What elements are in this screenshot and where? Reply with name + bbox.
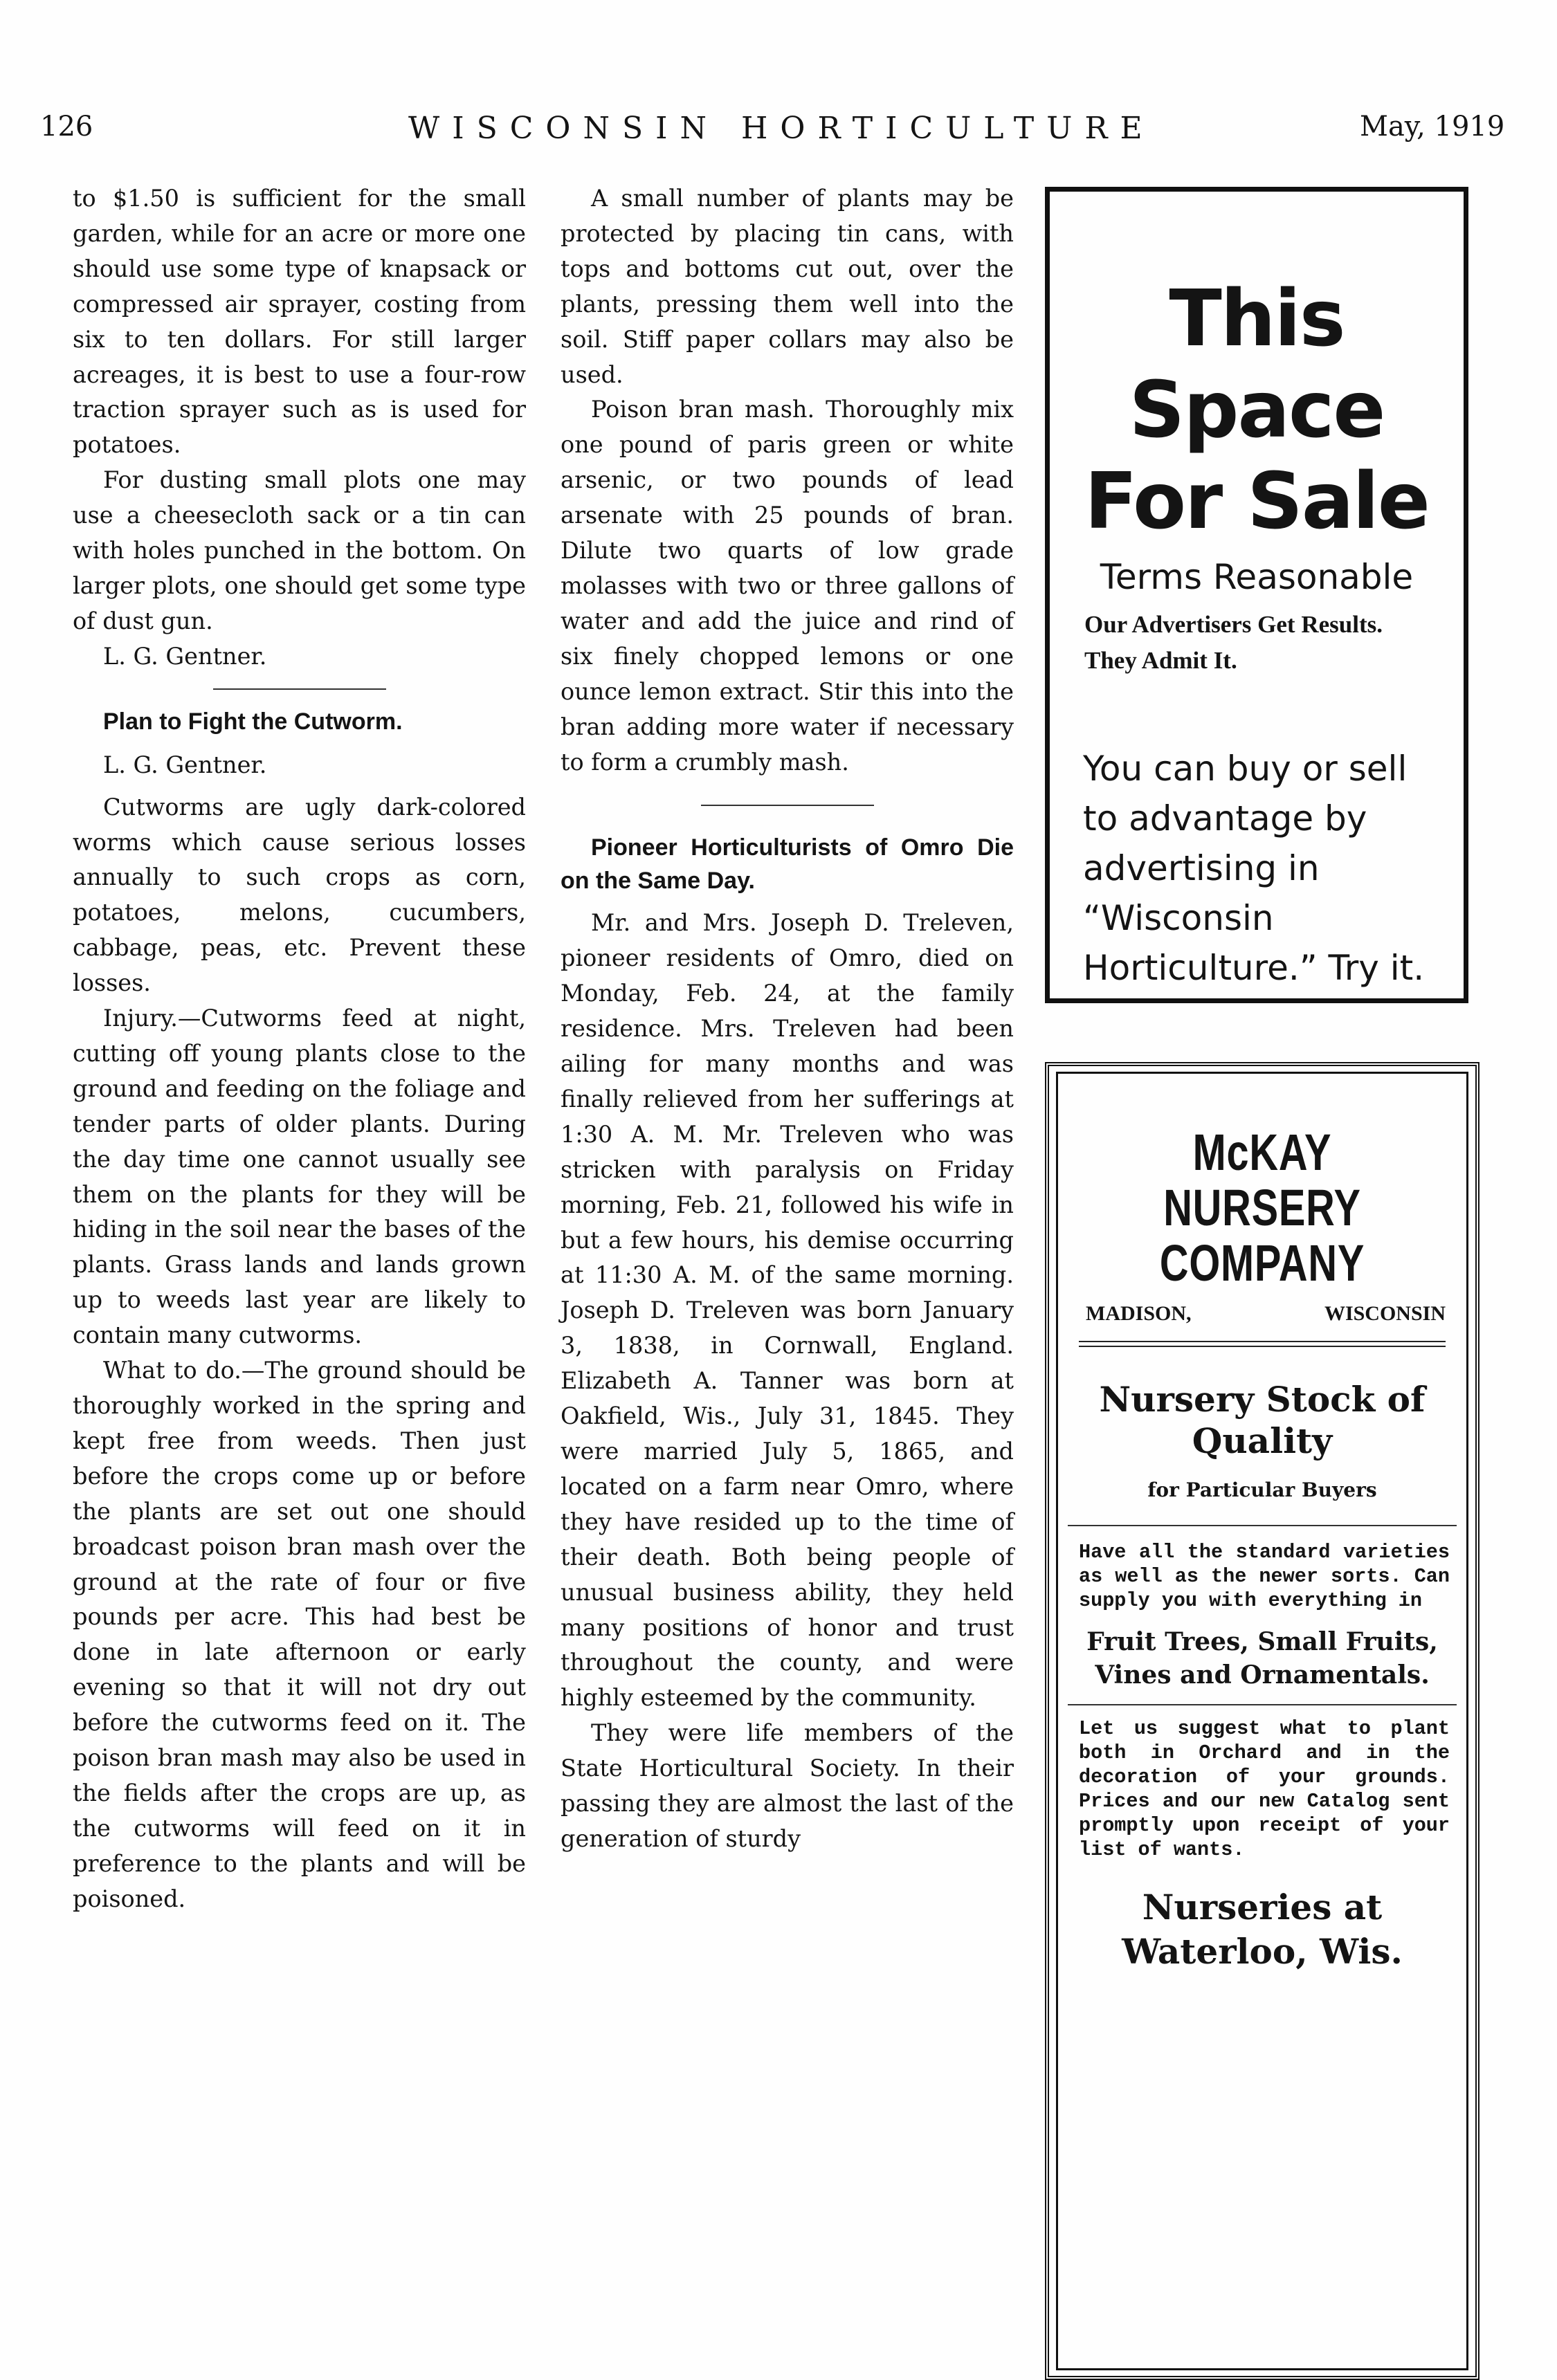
- column-middle: [561, 181, 1014, 1857]
- paragraph: A small number of plants may be protected by placing tin cans, with tops and bottoms cut out, over the plants, pressing them well into the soil. Stiff paper collars may also be used.: [561, 185, 1014, 388]
- paragraph: For dusting small plots one may use a cheesecloth sack or a tin can with holes punched in the bottom. On larger plots, one should get some type of dust gun.: [73, 466, 526, 634]
- divider: [1068, 1704, 1457, 1705]
- nurseries-location: [1058, 1885, 1466, 1974]
- company-name-line: COMPANY: [1159, 1234, 1365, 1292]
- space-for-sale-ad: [1045, 187, 1468, 1003]
- ad-inner-frame: [1056, 1072, 1468, 2370]
- city: MADISON,: [1086, 1302, 1192, 1325]
- paragraph: Cutworms are ugly dark-colored worms which cause serious losses annually to such crops as corn, potatoes, melons, cucumbers, cabbage, peas, etc. Prevent these losses.: [73, 793, 526, 997]
- paragraph: Injury.—Cutworms feed at night, cutting off young plants close to the ground and feeding on the foliage and tender parts of older plants. During the day time one cannot usually see them on the plants for they will be hiding in the soil near the bases of the plants. Grass lands and lands grown up to weeds last year are likely to contain many cutworms.: [73, 1005, 526, 1349]
- running-header: [0, 111, 1557, 152]
- byline: L. G. Gentner.: [103, 751, 267, 778]
- for-buyers: for Particular Buyers: [1147, 1479, 1377, 1501]
- column-left: [73, 181, 526, 1917]
- state: WISCONSIN: [1324, 1302, 1446, 1325]
- issue-date: May, 1919: [1360, 111, 1505, 143]
- ad-headline-line: For Sale: [1084, 457, 1429, 547]
- ad-text: Have all the standard varieties as well as the newer sorts. Can supply you with everything in: [1079, 1541, 1450, 1612]
- journal-title: WISCONSIN HORTICULTURE: [408, 111, 1155, 146]
- double-divider: [1079, 1341, 1446, 1347]
- company-name-line: McKAY NURSERY: [1163, 1124, 1361, 1236]
- paragraph: What to do.—The ground should be thoroughly worked in the spring and kept free from weeds. Then just before the crops come up or before the plants are set out one should broadcast poison bran mash over the ground at the rate of four or five pounds per acre. This had best be done in late afternoon or early evening so that it will not dry out before the cutworms feed on it. The poison bran mash may also be used in the fields after the crops are up, as the cutworms will feed on it in preference to the plants and will be poisoned.: [73, 1357, 526, 1912]
- paragraph: Mr. and Mrs. Joseph D. Treleven, pioneer residents of Omro, died on Monday, Feb. 24, at the family residence. Mrs. Treleven had been ailing for many months and was finally relieved from her sufferings at 1:30 A. M. Mr. Treleven who was stricken with paralysis on Friday morning, Feb. 21, followed his wife in but a few hours, his demise occurring at 11:30 A. M. of the same morning. Joseph D. Treleven was born January 3, 1838, in Cornwall, England. Elizabeth A. Tanner was born at Oakfield, Wis., July 31, 1845. They were married July 5, 1865, and located on a farm near Omro, where they have resided up to the time of their death. Both being people of unusual business ability, they held many positions of honor and trust throughout the county, and were highly esteemed by the community.: [561, 909, 1014, 1712]
- ad-tagline: Our Advertisers Get Results.: [1084, 611, 1383, 638]
- fruit-heading-line: Vines and Ornamentals.: [1095, 1660, 1430, 1690]
- ad-text: Let us suggest what to plant both in Orchard and in the decoration of your grounds. Prices and our new Catalog sent promptly upon receipt of your list of wants.: [1079, 1717, 1450, 1861]
- divider: [213, 688, 386, 690]
- mckay-nursery-ad: [1045, 1062, 1479, 2380]
- ad-headline: [1050, 273, 1464, 547]
- nurseries-line: Nurseries at: [1142, 1887, 1383, 1928]
- paragraph: to $1.50 is sufficient for the small garden, while for an acre or more one should use some type of knapsack or compressed air sprayer, costing from six to ten dollars. For still larger acreages, it is best to use a four-row traction sprayer such as is used for potatoes.: [73, 185, 526, 459]
- stock-heading-line: Quality: [1192, 1420, 1333, 1461]
- ad-tagline: They Admit It.: [1084, 647, 1237, 674]
- stock-heading: [1058, 1379, 1466, 1462]
- divider: [1068, 1525, 1457, 1526]
- article-title: Plan to Fight the Cutworm.: [103, 708, 403, 735]
- ad-terms: Terms Reasonable: [1100, 557, 1414, 597]
- article-title: Pioneer Horticulturists of Omro Die on the Same Day.: [561, 834, 1014, 895]
- stock-heading-line: Nursery Stock of: [1099, 1379, 1426, 1420]
- fruit-heading-line: Fruit Trees, Small Fruits,: [1086, 1627, 1438, 1656]
- company-name: [1103, 1125, 1421, 1291]
- divider: [701, 805, 874, 806]
- paragraph: They were life members of the State Horticultural Society. In their passing they are almost the last of the generation of sturdy: [561, 1719, 1014, 1852]
- ad-body: You can buy or sell to advantage by advertising in “Wisconsin Horticulture.” Try it.: [1083, 749, 1425, 988]
- ad-headline-line: This Space: [1129, 274, 1385, 455]
- page-number: 126: [40, 111, 93, 143]
- nurseries-line: Waterloo, Wis.: [1122, 1931, 1403, 1972]
- fruit-heading: [1058, 1625, 1466, 1692]
- signature: L. G. Gentner.: [103, 642, 267, 670]
- paragraph: Poison bran mash. Thoroughly mix one pound of paris green or white arsenic, or two pounds of lead arsenate with 25 pounds of bran. Dilute two quarts of low grade molasses with two or three gallons of water and add the juice and rind of six finely chopped lemons or one ounce lemon extract. Stir this into the bran adding more water if necessary to form a crumbly mash.: [561, 396, 1014, 776]
- company-location: [1058, 1302, 1466, 1326]
